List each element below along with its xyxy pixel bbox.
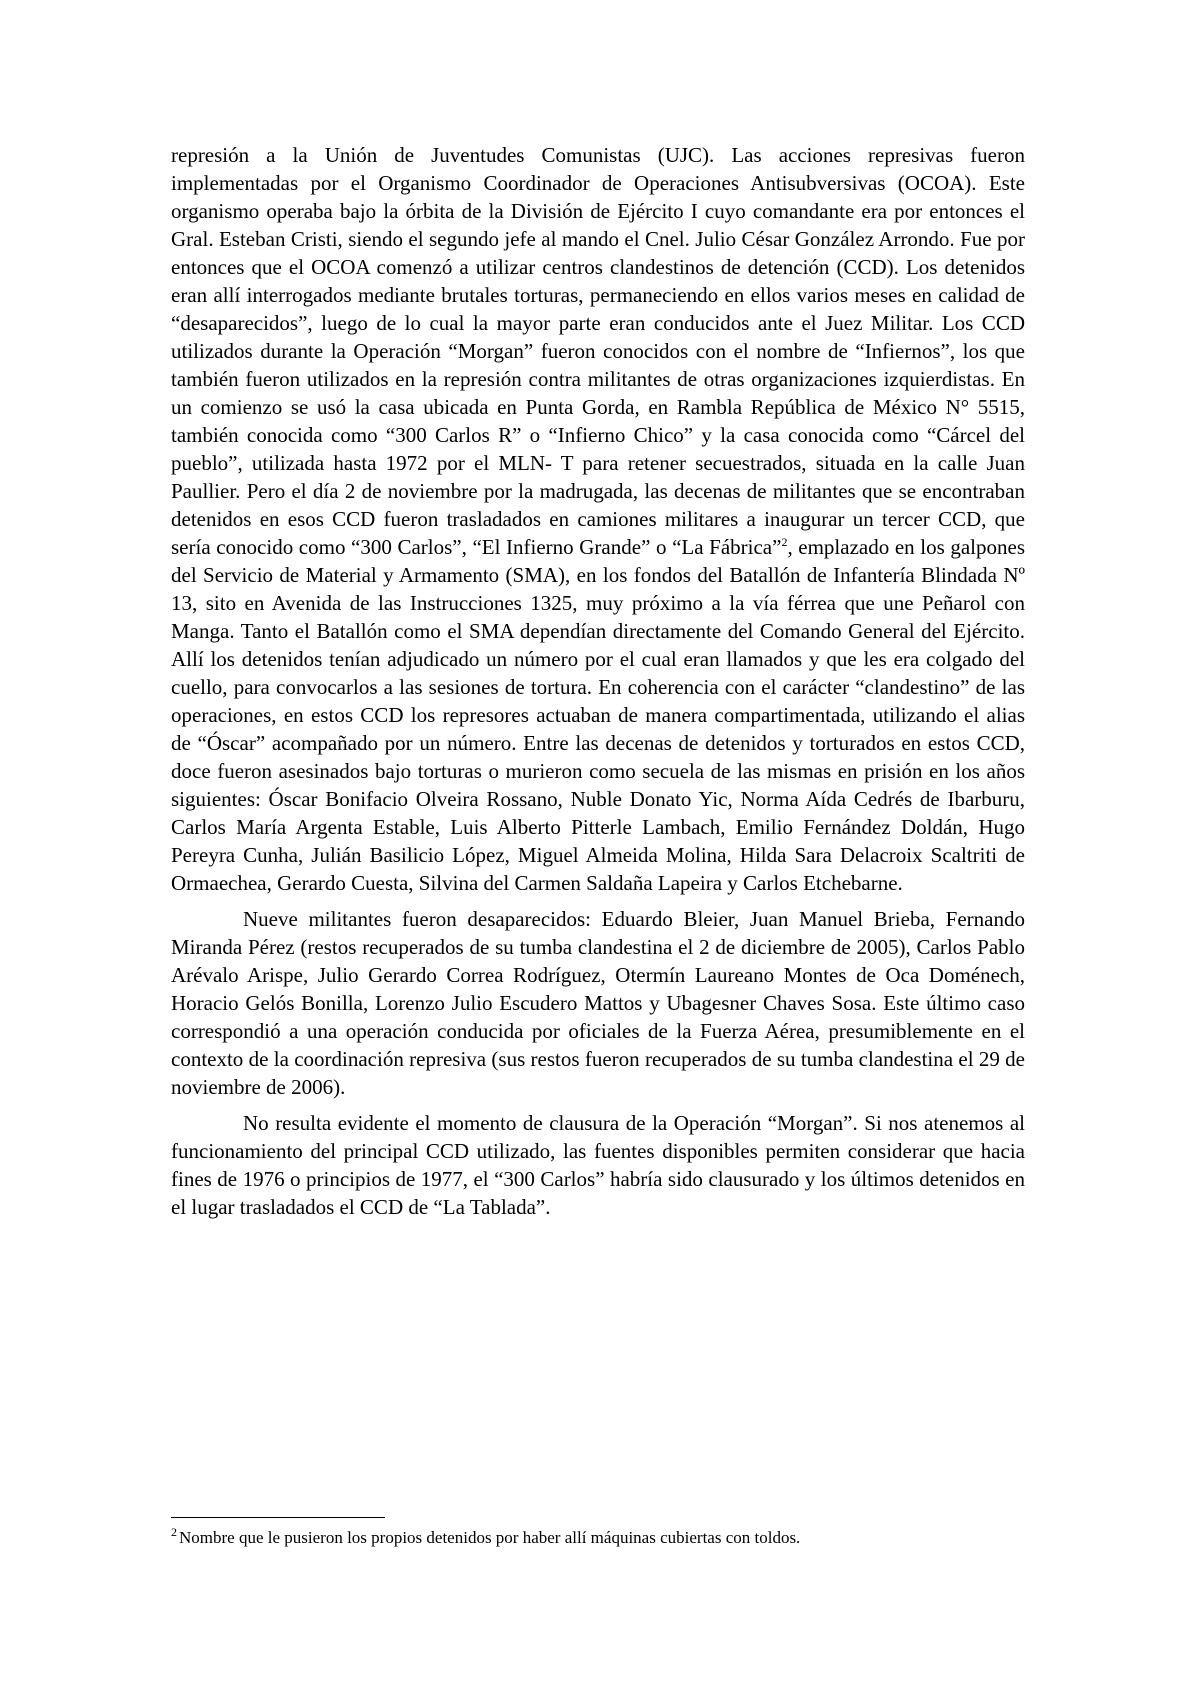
paragraph-2: Nueve militantes fueron desaparecidos: Eduardo Bleier, Juan Manuel Brieba, Fernando Miranda Pérez (restos recuperados de su tumba clandestina el 2 de diciembre de 2005), Carlos Pablo Arévalo Arispe, Julio Gerardo Correa Rodríguez, Otermín Laureano Montes de Oca Doménech, Horacio Gelós Bonilla, Lorenzo Julio Escudero Mattos y Ubagesner Chaves Sosa. Este último caso correspondió a una operación conducida por oficiales de la Fuerza Aérea, presumiblemente en el contexto de la coordinación represiva (sus restos fueron recuperados de su tumba clandestina el 29 de noviembre de 2006). (171, 907, 1025, 1099)
footnote-reference[interactable]: 2 (781, 535, 788, 549)
paragraph-1-text-b: , emplazado en los galpones del Servicio de Material y Armamento (SMA), en los fondos del Batallón de Infantería Blindada Nº 13, sito en Avenida de las Instrucciones 1325, muy próximo a la vía férrea que une Peñarol con Manga. Tanto el Batallón como el SMA dependían directamente del Comando General del Ejército. Allí los detenidos tenían adjudicado un número por el cual eran llamados y que les era colgado del cuello, para convocarlos a las sesiones de tortura. En coherencia con el carácter “clandestino” de las operaciones, en estos CCD los represores actuaban de manera compartimentada, utilizando el alias de “Óscar” acompañado por un número. Entre las decenas de detenidos y torturados en estos CCD, doce fueron asesinados bajo torturas o murieron como secuela de las mismas en prisión en los años siguientes: Óscar Bonifacio Olveira Rossano, Nuble Donato Yic, Norma Aída Cedrés de Ibarburu, Carlos María Argenta Estable, Luis Alberto Pitterle Lambach, Emilio Fernández Doldán, Hugo Pereyra Cunha, Julián Basilicio López, Miguel Almeida Molina, Hilda Sara Delacroix Scaltriti de Ormaechea, Gerardo Cuesta, Silvina del Carmen Saldaña Lapeira y Carlos Etchebarne. (171, 535, 1025, 895)
footnote-number: 2 (171, 1525, 177, 1540)
document-body (171, 141, 1025, 1229)
footnote (171, 1527, 1025, 1549)
footnote-separator (171, 1517, 385, 1518)
paragraph-3: No resulta evidente el momento de clausura de la Operación “Morgan”. Si nos atenemos al funcionamiento del principal CCD utilizado, las fuentes disponibles permiten considerar que hacia fines de 1976 o principios de 1977, el “300 Carlos” habría sido clausurado y los últimos detenidos en el lugar trasladados el CCD de “La Tablada”. (171, 1111, 1025, 1219)
footnote-text: Nombre que le pusieron los propios detenidos por haber allí máquinas cubiertas con toldos. (179, 1528, 801, 1547)
paragraph-1-text-a: represión a la Unión de Juventudes Comunistas (UJC). Las acciones represivas fueron implementadas por el Organismo Coordinador de Operaciones Antisubversivas (OCOA). Este organismo operaba bajo la órbita de la División de Ejército I cuyo comandante era por entonces el Gral. Esteban Cristi, siendo el segundo jefe al mando el Cnel. Julio César González Arrondo. Fue por entonces que el OCOA comenzó a utilizar centros clandestinos de detención (CCD). Los detenidos eran allí interrogados mediante brutales torturas, permaneciendo en ellos varios meses en calidad de “desaparecidos”, luego de lo cual la mayor parte eran conducidos ante el Juez Militar. Los CCD utilizados durante la Operación “Morgan” fueron conocidos con el nombre de “Infiernos”, los que también fueron utilizados en la represión contra militantes de otras organizaciones izquierdistas. En un comienzo se usó la casa ubicada en Punta Gorda, en Rambla República de México N° 5515, también conocida como “300 Carlos R” o “Infierno Chico” y la casa conocida como “Cárcel del pueblo”, utilizada hasta 1972 por el MLN- T para retener secuestrados, situada en la calle Juan Paullier. Pero el día 2 de noviembre por la madrugada, las decenas de militantes que se encontraban detenidos en esos CCD fueron trasladados en camiones militares a inaugurar un tercer CCD, que sería conocido como “300 Carlos”, “El Infierno Grande” o “La Fábrica” (171, 143, 1025, 559)
paragraph-1 (171, 141, 1025, 897)
